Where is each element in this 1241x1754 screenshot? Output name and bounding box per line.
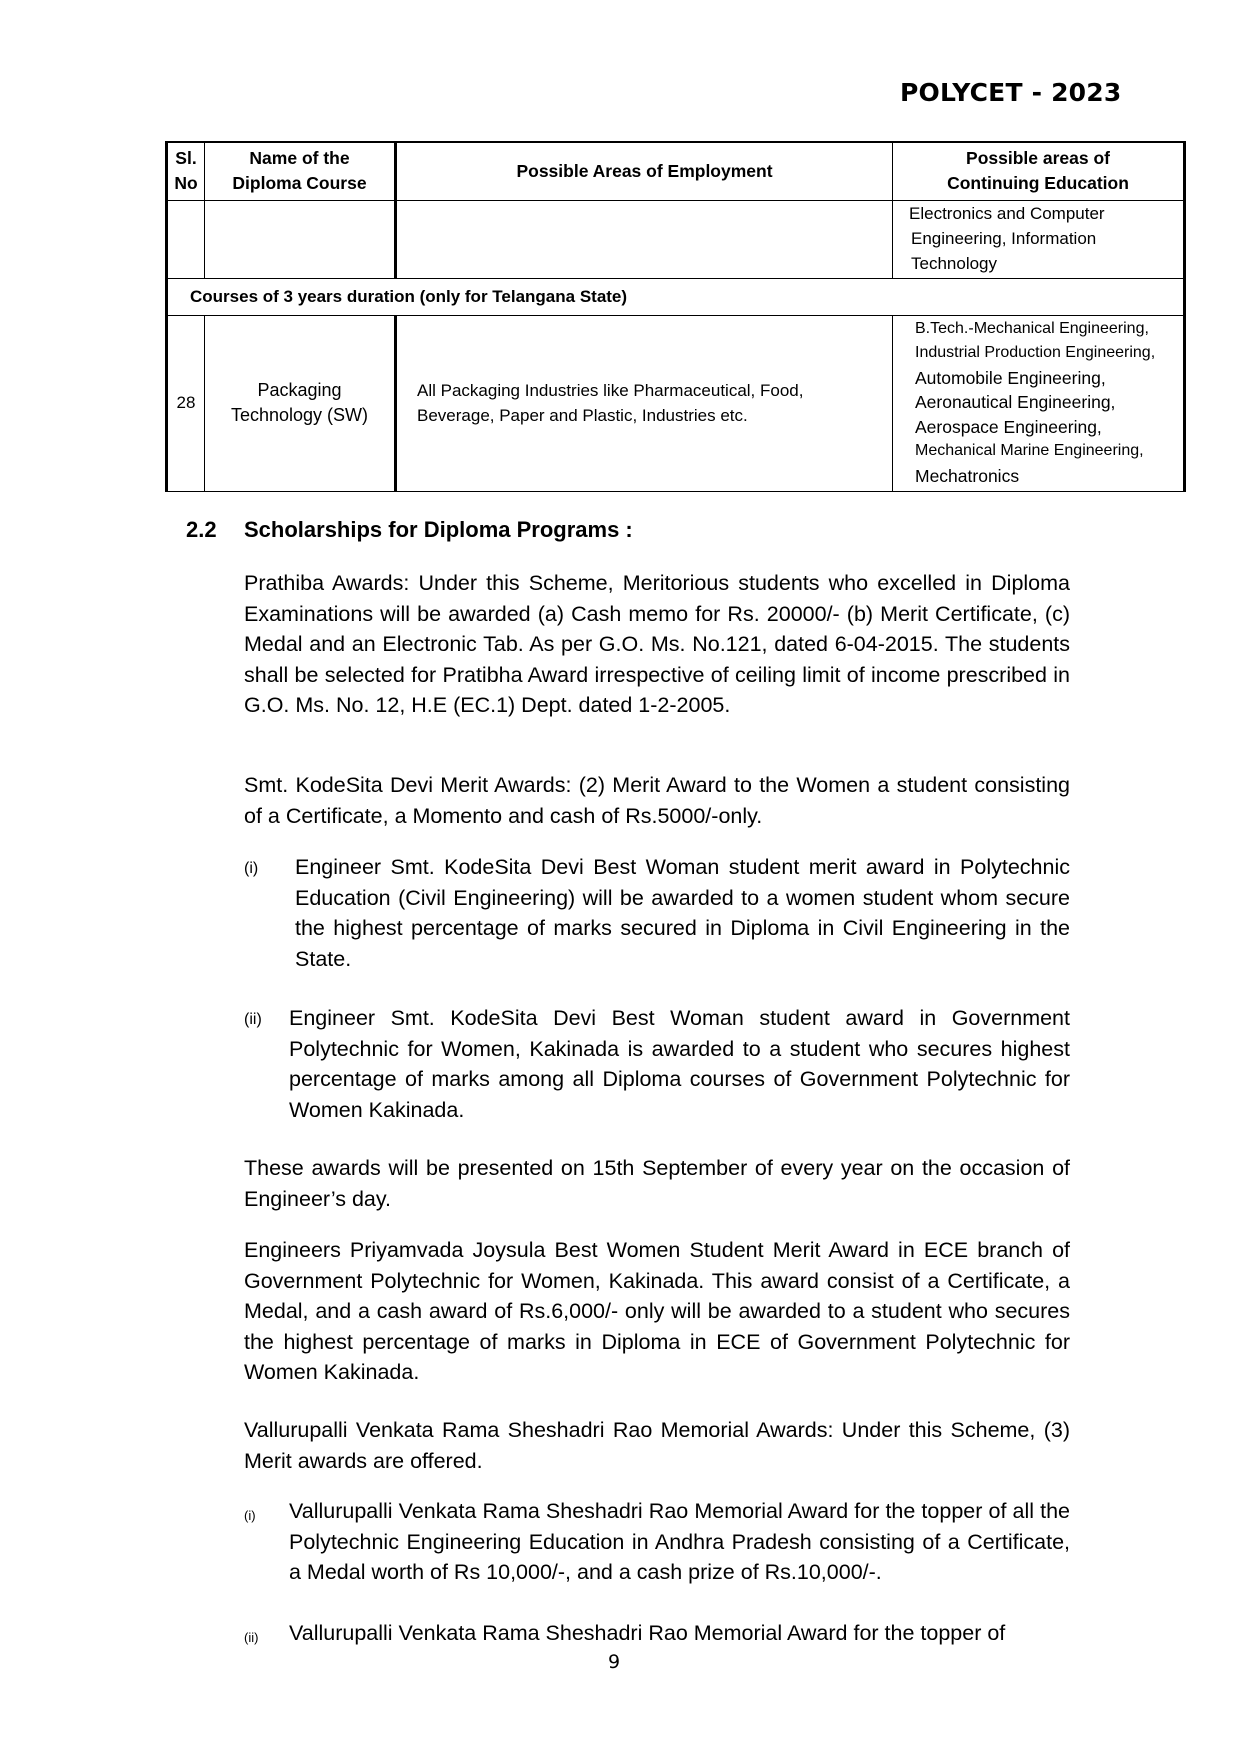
list-marker: (i) [244,1508,256,1523]
paragraph-vallurupalli-text: Vallurupalli Venkata Rama Sheshadri Rao Memorial Awards: Under this Scheme, (3) Merit awards are offered. [244,1418,1070,1473]
paragraph-priyamvada-text: Engineers Priyamvada Joysula Best Women Student Merit Award in ECE branch of Government Polytechnic for Women, Kakinada. This award consist of a Certificate, a Medal, and a cash award of Rs.6,000/- only will be awarded to a student who secures the highest percentage of marks in Diploma in ECE of Government Polytechnic for Women Kakinada. [244,1238,1070,1384]
table-header-row [167,142,1185,200]
table-section-row [167,278,1185,315]
course-28-line-1: Packaging [257,380,342,400]
employment-table [165,141,1186,492]
course-28-line-2: Technology (SW) [230,405,369,425]
cell-continuing-cont [893,200,1185,278]
header-continuing-text: Possible areas of Continuing Education [947,148,1129,194]
list-item [244,1003,1070,1125]
list-item [244,1618,1070,1649]
section-heading [186,517,633,543]
cell-employment-empty [396,200,893,278]
cell-sl-empty [167,200,205,278]
employment-28-line-2: Beverage, Paper and Plastic, Industries etc. [417,406,748,425]
cell-continuing-28 [893,315,1185,491]
list-marker: (i) [244,860,259,877]
section-number: 2.2 [186,517,217,542]
cont-line-1: Electronics and Computer [909,203,1105,223]
header-employment-text: Possible Areas of Employment [516,160,773,181]
cont-28-line-3: Automobile Engineering, [915,367,1106,388]
cont-line-3: Technology [911,253,998,273]
header-employment [396,142,893,200]
paragraph-engineers-day-text: These awards will be presented on 15th September of every year on the occasion of Engineer’s day. [244,1156,1070,1211]
cell-course-empty [205,200,396,278]
cell-employment-28 [396,315,893,491]
cell-sl-28: 28 [167,315,205,491]
cont-28-line-7: Mechatronics [915,465,1020,486]
header-sl-no [167,142,205,200]
cont-28-line-1: B.Tech.-Mechanical Engineering, [915,319,1149,337]
cont-28-line-6: Mechanical Marine Engineering, [915,442,1144,459]
table-row-continuation [167,200,1185,278]
employment-28-line-1: All Packaging Industries like Pharmaceutical, Food, [417,381,804,400]
cell-course-28 [205,315,396,491]
list-item-text: Vallurupalli Venkata Rama Sheshadri Rao Memorial Award for the topper of [289,1621,1006,1645]
paragraph-engineers-day [244,1153,1070,1214]
paragraph-prathiba-text: Prathiba Awards: Under this Scheme, Meritorious students who excelled in Diploma Examinations will be awarded (a) Cash memo for Rs. 20000/- (b) Merit Certificate, (c) Medal and an Electronic Tab. As per G.O. Ms. No.121, dated 6-04-2015. The students shall be selected for Pratibha Award irrespective of ceiling limit of income prescribed in G.O. Ms. No. 12, H.E (EC.1) Dept. dated 1-2-2005. [244,571,1070,717]
cont-28-line-2: Industrial Production Engineering, [915,344,1156,361]
section-row-cell: Courses of 3 years duration (only for Telangana State) [167,278,1185,315]
header-sl-no-text: Sl. No [174,148,198,194]
list-marker: (ii) [244,1011,262,1028]
paragraph-kodesita [244,770,1070,831]
list-item-text: Engineer Smt. KodeSita Devi Best Woman student award in Government Polytechnic for Women, Kakinada is awarded to a student who secures highest percentage of marks among all Diploma courses of Government Polytechnic for Women Kakinada. [289,1006,1070,1122]
list-item-text: Vallurupalli Venkata Rama Sheshadri Rao Memorial Award for the topper of all the Polytechnic Engineering Education in Andhra Pradesh consisting of a Certificate, a Medal worth of Rs 10,000/-, and a cash prize of Rs.10,000/-. [289,1499,1070,1584]
paragraph-vallurupalli [244,1415,1070,1476]
page-number: 9 [608,1651,621,1673]
list-item [244,1496,1070,1588]
table-row [167,315,1185,491]
list-item [244,852,1070,974]
cont-28-line-5: Aerospace Engineering, [915,416,1102,437]
header-course-text: Name of the Diploma Course [232,148,367,194]
list-marker: (ii) [244,1630,259,1645]
paragraph-prathiba [244,568,1070,721]
list-item-text: Engineer Smt. KodeSita Devi Best Woman student merit award in Polytechnic Education (Civil Engineering) will be awarded to a women student whom secure the highest percentage of marks secured in Diploma in Civil Engineering in the State. [295,855,1070,971]
page-header-title: POLYCET - 2023 [900,78,1122,107]
header-course [205,142,396,200]
paragraph-kodesita-text: Smt. KodeSita Devi Merit Awards: (2) Merit Award to the Women a student consisting of a Certificate, a Momento and cash of Rs.5000/-only. [244,773,1070,828]
cont-line-2: Engineering, Information [911,228,1097,248]
cont-28-line-4: Aeronautical Engineering, [915,392,1116,412]
header-continuing [893,142,1185,200]
paragraph-priyamvada [244,1235,1070,1388]
section-title: Scholarships for Diploma Programs : [244,517,633,542]
